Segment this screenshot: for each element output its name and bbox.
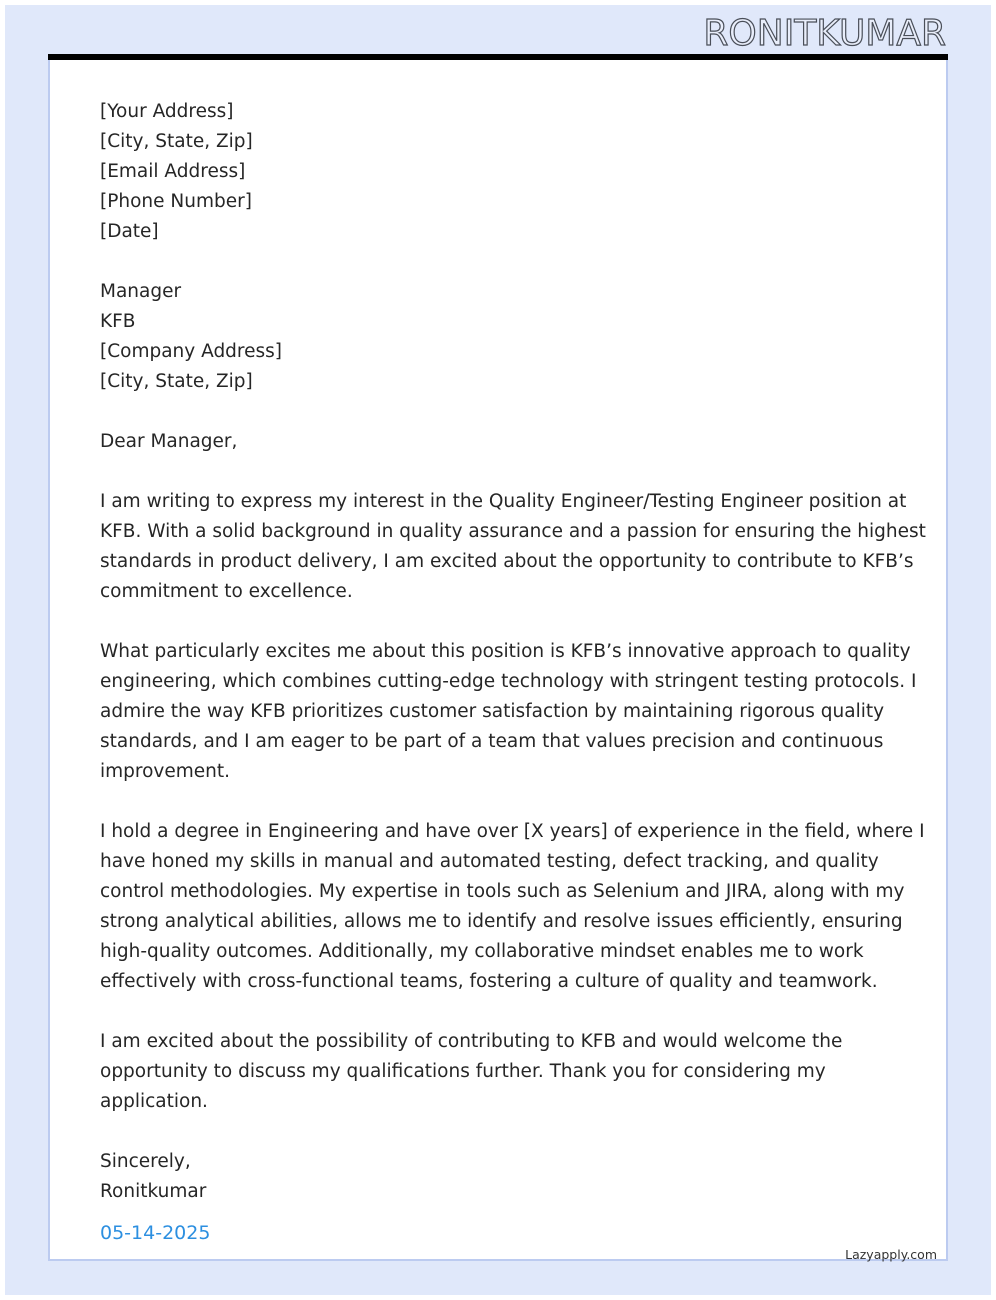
paragraph-line: have honed my skills in manual and automated testing, defect tracking, and quality [100,851,879,872]
paragraph-line: admire the way KFB prioritizes customer satisfaction by maintaining rigorous quality [100,701,885,722]
paragraph-closing [100,1027,900,1117]
paragraph-line: What particularly excites me about this position is KFB’s innovative approach to quality [100,641,911,662]
paragraph-line: standards, and I am eager to be part of a team that values precision and continuous [100,731,884,752]
recipient-city-state-zip: [City, State, Zip] [100,371,253,392]
paragraph-line: standards in product delivery, I am excited about the opportunity to contribute to KFB’s [100,551,914,572]
paragraph-line: improvement. [100,761,231,782]
paragraph-line: I am excited about the possibility of contributing to KFB and would welcome the [100,1031,843,1052]
letter-body [100,97,926,1207]
paragraph-line: I hold a degree in Engineering and have over [X years] of experience in the field, where I [100,821,925,842]
paragraph-line: engineering, which combines cutting-edge technology with stringent testing protocols. I [100,671,917,692]
recipient-address: [Company Address] [100,341,283,362]
sender-block [100,97,900,247]
salutation: Dear Manager, [100,431,238,452]
sender-phone: [Phone Number] [100,191,252,212]
recipient-company: KFB [100,311,136,332]
paragraph-motivation [100,637,917,787]
sender-city-state-zip: [City, State, Zip] [100,131,253,152]
paragraph-experience [100,817,925,997]
paragraph-line: effectively with cross-functional teams, fostering a culture of quality and teamwork. [100,971,878,992]
paragraph-line: strong analytical abilities, allows me to identify and resolve issues efficiently, ensuring [100,911,903,932]
valediction: Sincerely, [100,1151,191,1172]
signature-name: Ronitkumar [100,1181,207,1202]
paragraph-line: I am writing to express my interest in the Quality Engineer/Testing Engineer position at [100,491,907,512]
paragraph-line: opportunity to discuss my qualifications further. Thank you for considering my [100,1061,826,1082]
paragraph-line: application. [100,1091,208,1112]
sender-address: [Your Address] [100,101,234,122]
footer-credit: Lazyapply.com [845,1247,937,1262]
recipient-title: Manager [100,281,182,302]
brand-name: RONITKUMAR [703,13,946,54]
paragraph-line: control methodologies. My expertise in tools such as Selenium and JIRA, along with my [100,881,905,902]
paragraph-line: high-quality outcomes. Additionally, my collaborative mindset enables me to work [100,941,864,962]
paragraph-line: KFB. With a solid background in quality assurance and a passion for ensuring the highest [100,521,926,542]
recipient-block [100,277,900,397]
sender-email: [Email Address] [100,161,246,182]
sender-date: [Date] [100,221,159,242]
paragraph-line: commitment to excellence. [100,581,353,602]
letter-date: 05-14-2025 [100,1222,211,1244]
paragraph-intro [100,487,926,607]
